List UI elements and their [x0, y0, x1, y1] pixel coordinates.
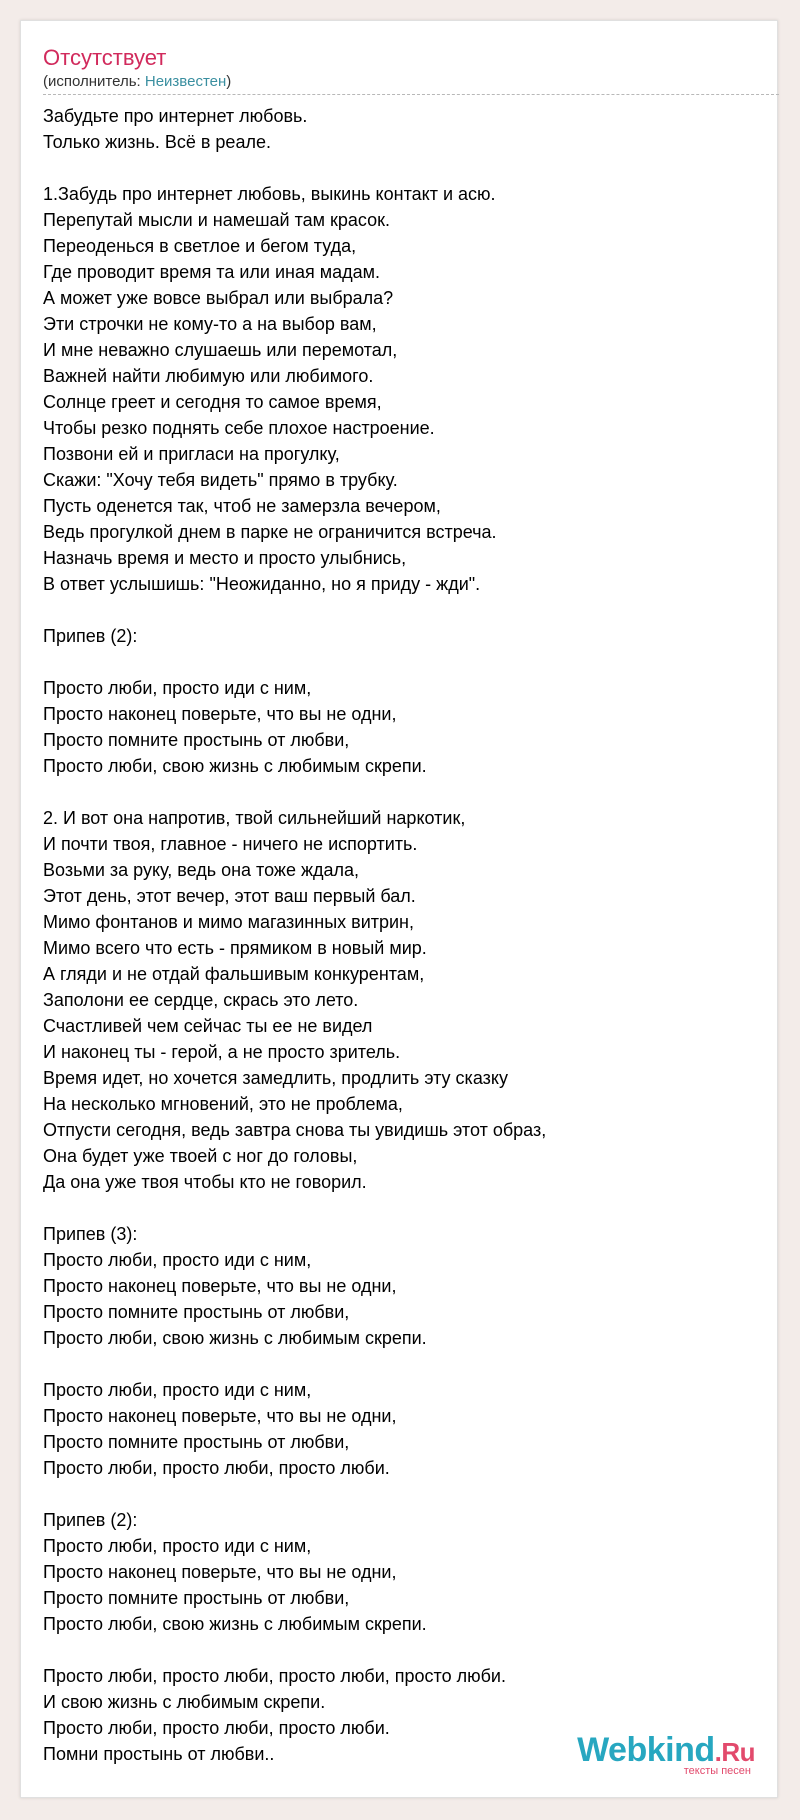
lyrics-card: [20, 20, 778, 1798]
lyric-line: Просто помните простынь от любви,: [43, 1432, 350, 1452]
lyric-line: Этот день, этот вечер, этот ваш первый бал.: [43, 886, 416, 906]
lyric-line: Просто наконец поверьте, что вы не одни,: [43, 1276, 397, 1296]
lyric-line: Просто люби, просто иди с ним,: [43, 1536, 312, 1556]
lyric-line: Просто люби, просто люби, просто люби.: [43, 1718, 390, 1738]
stanza-break: [43, 1637, 763, 1663]
lyric-line: Время идет, но хочется замедлить, продлить эту сказку: [43, 1068, 508, 1088]
lyric-line: Помни простынь от любви..: [43, 1744, 275, 1764]
lyric-line: Да она уже твоя чтобы кто не говорил.: [43, 1172, 367, 1192]
lyric-line: Просто люби, свою жизнь с любимым скрепи.: [43, 756, 427, 776]
logo-tagline: тексты песен: [683, 1765, 751, 1777]
lyric-line: Просто помните простынь от любви,: [43, 730, 350, 750]
lyric-line: 1.Забудь про интернет любовь, выкинь контакт и асю.: [43, 184, 496, 204]
lyric-line: Возьми за руку, ведь она тоже ждала,: [43, 860, 360, 880]
lyric-line: Мимо фонтанов и мимо магазинных витрин,: [43, 912, 414, 932]
lyric-line: Просто люби, свою жизнь с любимым скрепи.: [43, 1328, 427, 1348]
artist-link[interactable]: Неизвестен: [144, 73, 227, 90]
logo-domain: .Ru: [714, 1737, 755, 1767]
song-title: Отсутствует: [43, 45, 167, 70]
lyric-line: Просто люби, свою жизнь с любимым скрепи.: [43, 1614, 427, 1634]
lyric-line: Ведь прогулкой днем в парке не ограничится встреча.: [43, 522, 497, 542]
lyric-line: 2. И вот она напротив, твой сильнейший наркотик,: [43, 808, 466, 828]
lyrics-text: [43, 103, 763, 1767]
lyric-line: Просто люби, просто иди с ним,: [43, 678, 312, 698]
lyric-line: И мне неважно слушаешь или перемотал,: [43, 340, 398, 360]
artist-suffix: ): [226, 73, 232, 90]
lyric-line: Она будет уже твоей с ног до головы,: [43, 1146, 358, 1166]
lyric-line: А гляди и не отдай фальшивым конкурентам,: [43, 964, 425, 984]
lyric-line: Припев (2):: [43, 1510, 138, 1530]
lyric-line: Просто наконец поверьте, что вы не одни,: [43, 704, 397, 724]
lyric-line: Просто наконец поверьте, что вы не одни,: [43, 1406, 397, 1426]
lyric-line: Просто люби, просто иди с ним,: [43, 1380, 312, 1400]
lyric-line: Только жизнь. Всё в реале.: [43, 132, 271, 152]
stanza-break: [43, 1195, 763, 1221]
lyric-line: Перепутай мысли и намешай там красок.: [43, 210, 391, 230]
artist-line: [43, 73, 231, 91]
stanza-break: [43, 1481, 763, 1507]
stanza-break: [43, 155, 763, 181]
lyric-line: Эти строчки не кому-то а на выбор вам,: [43, 314, 377, 334]
lyric-line: Позвони ей и пригласи на прогулку,: [43, 444, 340, 464]
lyric-line: Скажи: "Хочу тебя видеть" прямо в трубку.: [43, 470, 398, 490]
header-divider: [43, 94, 779, 95]
lyric-line: Важней найти любимую или любимого.: [43, 366, 374, 386]
lyric-line: Просто люби, просто люби, просто люби.: [43, 1458, 390, 1478]
lyric-line: И наконец ты - герой, а не просто зритель.: [43, 1042, 401, 1062]
lyric-line: Назначь время и место и просто улыбнись,: [43, 548, 407, 568]
lyric-line: Мимо всего что есть - прямиком в новый мир.: [43, 938, 427, 958]
stanza-break: [43, 649, 763, 675]
lyric-line: Просто люби, просто иди с ним,: [43, 1250, 312, 1270]
lyric-line: Просто наконец поверьте, что вы не одни,: [43, 1562, 397, 1582]
lyric-line: И свою жизнь с любимым скрепи.: [43, 1692, 326, 1712]
lyric-line: И почти твоя, главное - ничего не испортить.: [43, 834, 418, 854]
stanza-break: [43, 1351, 763, 1377]
lyric-line: Просто люби, просто люби, просто люби, просто люби.: [43, 1666, 506, 1686]
lyric-line: Счастливей чем сейчас ты ее не видел: [43, 1016, 373, 1036]
lyric-line: На несколько мгновений, это не проблема,: [43, 1094, 403, 1114]
lyric-line: Солнце греет и сегодня то самое время,: [43, 392, 382, 412]
lyric-line: А может уже вовсе выбрал или выбрала?: [43, 288, 394, 308]
lyric-line: В ответ услышишь: "Неожиданно, но я приду - жди".: [43, 574, 481, 594]
lyric-line: Припев (2):: [43, 626, 138, 646]
lyric-line: Забудьте про интернет любовь.: [43, 106, 308, 126]
stanza-break: [43, 779, 763, 805]
site-logo[interactable]: [577, 1733, 755, 1777]
lyric-line: Пусть оденется так, чтоб не замерзла вечером,: [43, 496, 441, 516]
lyric-line: Припев (3):: [43, 1224, 138, 1244]
artist-prefix: (исполнитель:: [43, 73, 145, 90]
stanza-break: [43, 597, 763, 623]
lyric-line: Отпусти сегодня, ведь завтра снова ты увидишь этот образ,: [43, 1120, 547, 1140]
lyric-line: Заполони ее сердце, скрась это лето.: [43, 990, 359, 1010]
lyric-line: Переоденься в светлое и бегом туда,: [43, 236, 357, 256]
lyric-line: Просто помните простынь от любви,: [43, 1302, 350, 1322]
lyric-line: Чтобы резко поднять себе плохое настроение.: [43, 418, 435, 438]
lyric-line: Где проводит время та или иная мадам.: [43, 262, 381, 282]
logo-main-text: Webkind: [577, 1731, 715, 1769]
lyric-line: Просто помните простынь от любви,: [43, 1588, 350, 1608]
